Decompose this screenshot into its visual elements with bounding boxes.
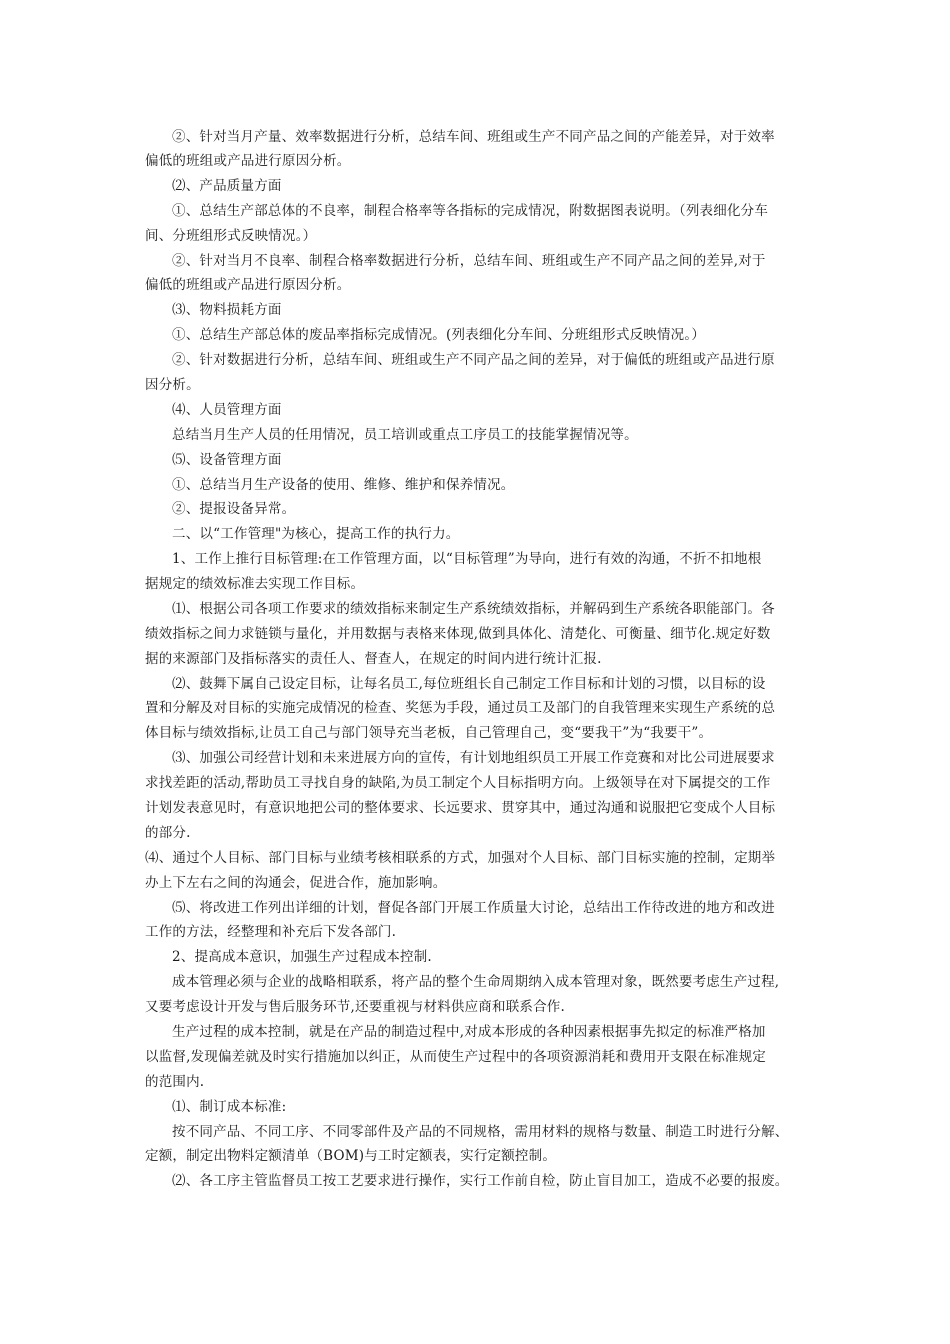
text-line: 间、分班组形式反映情况。）	[145, 228, 317, 244]
text-line: ①、总结生产部总体的不良率，制程合格率等各指标的完成情况，附数据图表说明。（列表细化分车	[172, 203, 769, 219]
text-line: ⑷、通过个人目标、部门目标与业绩考核相联系的方式，加强对个人目标、部门目标实施的控制，定期举	[145, 850, 776, 866]
text-line: ②、针对当月产量、效率数据进行分析，总结车间、班组或生产不同产品之间的产能差异，对于效率	[172, 129, 775, 145]
text-line: 以监督,发现偏差就及时实行措施加以纠正，从而使生产过程中的各项资源消耗和费用开支限在标准规定	[145, 1049, 766, 1065]
text-line: 工作的方法，经整理和补充后下发各部门.	[145, 924, 397, 940]
text-line: ②、针对数据进行分析，总结车间、班组或生产不同产品之间的差异，对于偏低的班组或产品进行原	[172, 352, 775, 368]
text-line: ⑵、鼓舞下属自己设定目标，让每名员工,每位班组长自己制定工作目标和计划的习惯，以目标的设	[172, 676, 766, 692]
text-line: 据的来源部门及指标落实的责任人、督查人，在规定的时间内进行统计汇报.	[145, 651, 602, 667]
text-line: ⑸、设备管理方面	[172, 452, 282, 468]
text-line: ①、总结当月生产设备的使用、维修、维护和保养情况。	[172, 477, 515, 493]
text-line: 又要考虑设计开发与售后服务环节,还要重视与材料供应商和联系合作.	[145, 999, 565, 1015]
text-line: ②、针对当月不良率、制程合格率数据进行分析，总结车间、班组或生产不同产品之间的差异,对于	[172, 253, 766, 269]
text-line: 2、提高成本意识，加强生产过程成本控制.	[172, 949, 432, 965]
text-line: 定额，制定出物料定额清单（BOM)与工时定额表，实行定额控制。	[145, 1148, 557, 1164]
text-line: 的范围内.	[145, 1074, 205, 1090]
text-line: ⑶、加强公司经营计划和未来进展方向的宣传，有计划地组织员工开展工作竞赛和对比公司进展要求	[172, 750, 775, 766]
text-line: ⑴、根据公司各项工作要求的绩效指标来制定生产系统绩效指标，并解码到生产系统各职能部门。各	[172, 601, 775, 617]
text-line: 二、以“工作管理"为核心，提高工作的执行力。	[172, 526, 460, 542]
text-line: 绩效指标之间力求链锁与量化，并用数据与表格来体现,做到具体化、清楚化、可衡量、细节化.规定好数	[145, 626, 771, 642]
text-line: 求找差距的活动,帮助员工寻找自身的缺陷,为员工制定个人目标指明方向。上级领导在对下属提交的工作	[145, 775, 771, 791]
text-line: 置和分解及对目标的实施完成情况的检查、奖惩为手段，通过员工及部门的自我管理来实现生产系统的总	[145, 700, 776, 716]
text-line: 偏低的班组或产品进行原因分析。	[145, 277, 351, 293]
text-line: ⑵、产品质量方面	[172, 178, 282, 194]
text-line: 生产过程的成本控制，就是在产品的制造过程中,对成本形成的各种因素根据事先拟定的标准严格加	[172, 1024, 766, 1040]
text-line: 因分析。	[145, 377, 200, 393]
text-line: 1、工作上推行目标管理:在工作管理方面，以“目标管理”为导向，进行有效的沟通，不折不扣地根	[172, 551, 762, 567]
text-line: ②、提报设备异常。	[172, 501, 296, 517]
text-line: ⑵、各工序主管监督员工按工艺要求进行操作，实行工作前自检，防止盲目加工，造成不必要的报废。	[172, 1173, 789, 1189]
text-line: ①、总结生产部总体的废品率指标完成情况。(列表细化分车间、分班组形式反映情况。）	[172, 327, 706, 343]
text-line: ⑸、将改进工作列出详细的计划，督促各部门开展工作质量大讨论，总结出工作待改进的地方和改进	[172, 900, 775, 916]
text-line: 体目标与绩效指标,让员工自己与部门领导充当老板，自己管理自己，变“要我干”为“我要干”。	[145, 725, 713, 741]
text-line: 按不同产品、不同工序、不同零部件及产品的不同规格，需用材料的规格与数量、制造工时进行分解、	[172, 1124, 789, 1140]
text-line: ⑶、物料损耗方面	[172, 302, 282, 318]
text-line: ⑷、人员管理方面	[172, 402, 282, 418]
text-line: 的部分.	[145, 825, 191, 841]
text-line: 偏低的班组或产品进行原因分析。	[145, 153, 351, 169]
text-line: 计划发表意见时，有意识地把公司的整体要求、长远要求、贯穿其中，通过沟通和说服把它变成个人目标	[145, 800, 776, 816]
text-line: 成本管理必须与企业的战略相联系，将产品的整个生命周期纳入成本管理对象，既然要考虑生产过程,	[172, 974, 780, 990]
text-line: 办上下左右之间的沟通会，促进合作，施加影响。	[145, 875, 447, 891]
text-line: ⑴、制订成本标准:	[172, 1099, 287, 1115]
text-line: 总结当月生产人员的任用情况，员工培训或重点工序员工的技能掌握情况等。	[172, 427, 638, 443]
text-line: 据规定的绩效标准去实现工作目标。	[145, 576, 365, 592]
